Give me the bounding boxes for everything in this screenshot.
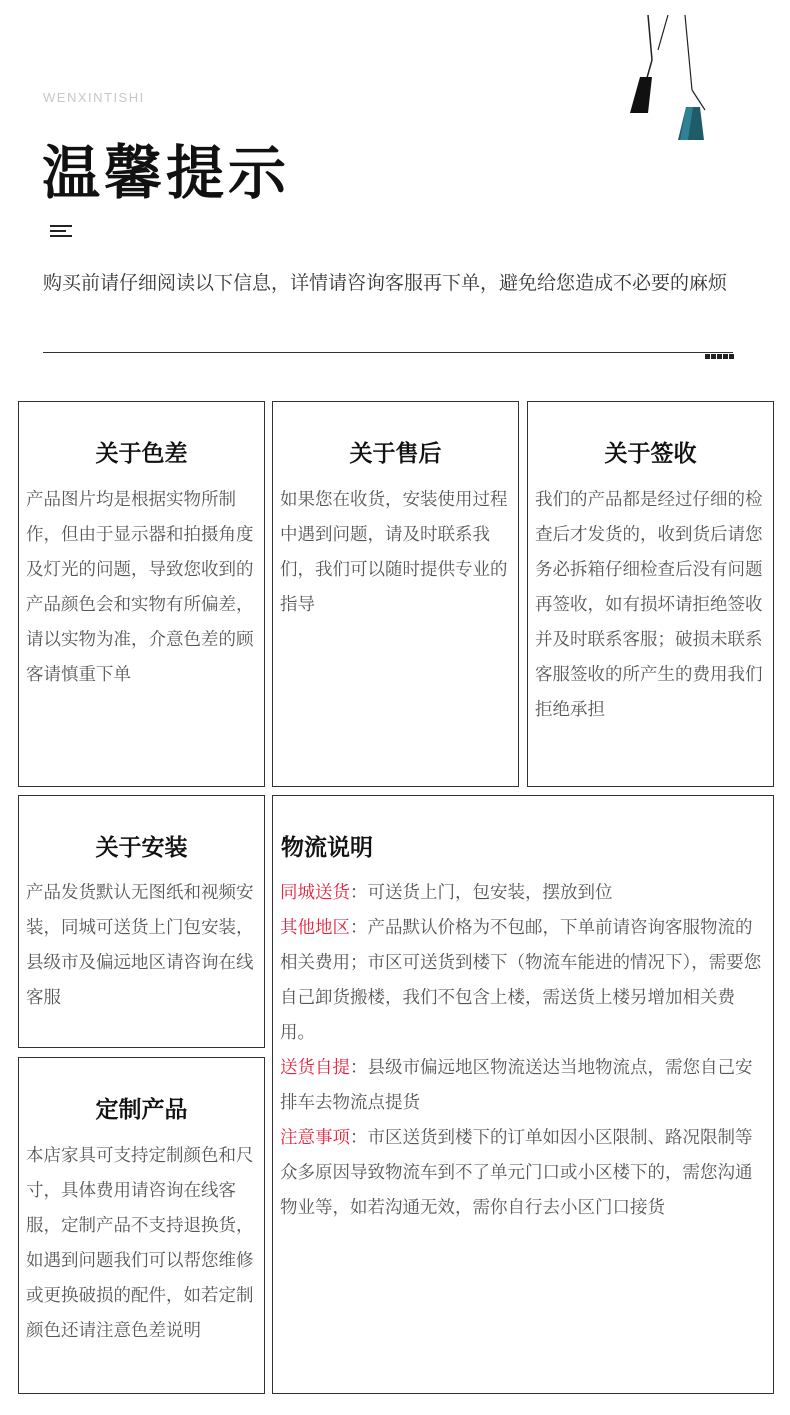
logistics-label-other: 其他地区 — [280, 918, 350, 938]
logistics-body — [280, 876, 767, 1226]
box-body: 产品图片均是根据实物所制作，但由于显示器和拍摄角度及灯光的问题，导致您收到的产品颜色会和实物有所偏差，请以实物为准，介意色差的顾客请慎重下单 — [26, 490, 254, 685]
logistics-text-other: ：产品默认价格为不包邮，下单前请咨询客服物流的相关费用；市区可送货到楼下（物流车能进的情况下），需要您自己卸货搬楼，我们不包含上楼，需送货上楼另增加相关费用。 — [280, 918, 762, 1043]
dots-icon — [705, 344, 735, 363]
divider-line — [43, 352, 733, 353]
box-custom-products — [18, 1057, 265, 1394]
logistics-text-notes: ：市区送货到楼下的订单如因小区限制、路况限制等众多原因导致物流车到不了单元门口或小区楼下的，需您沟通物业等，如若沟通无效，需你自行去小区门口接货 — [280, 1128, 753, 1218]
menu-lines-icon — [50, 225, 72, 239]
box-title: 物流说明 — [281, 835, 373, 861]
pendant-lamp-illustration — [600, 15, 730, 155]
box-body: 我们的产品都是经过仔细的检查后才发货的，收到货后请您务必拆箱仔细检查后没有问题再签收，如有损坏请拒绝签收并及时联系客服；破损未联系客服签收的所产生的费用我们拒绝承担 — [535, 490, 763, 720]
box-installation — [18, 795, 265, 1048]
logistics-text-local: ：可送货上门，包安装，摆放到位 — [350, 883, 613, 903]
box-after-sales — [272, 401, 519, 787]
box-title: 关于安装 — [95, 835, 188, 861]
logistics-label-local: 同城送货 — [280, 883, 350, 903]
box-body: 本店家具可支持定制颜色和尺寸，具体费用请咨询在线客服，定制产品不支持退换货，如遇到问题我们可以帮您维修或更换破损的配件，如若定制颜色还请注意色差说明 — [26, 1146, 254, 1341]
box-body: 产品发货默认无图纸和视频安装，同城可送货上门包安装，县级市及偏远地区请咨询在线客服 — [26, 883, 254, 1008]
box-title: 关于色差 — [95, 441, 188, 467]
box-receipt — [527, 401, 774, 787]
box-title: 关于售后 — [349, 441, 442, 467]
box-body: 如果您在收货，安装使用过程中遇到问题，请及时联系我们，我们可以随时提供专业的指导 — [280, 490, 508, 615]
intro-text: 购买前请仔细阅读以下信息，详情请咨询客服再下单，避免给您造成不必要的麻烦 — [43, 272, 728, 294]
page-title: 温馨提示 — [42, 139, 291, 207]
logistics-label-pickup: 送货自提 — [280, 1058, 350, 1078]
box-logistics — [272, 795, 774, 1394]
box-title: 关于签收 — [604, 441, 697, 467]
box-title: 定制产品 — [95, 1097, 188, 1123]
box-color-difference — [18, 401, 265, 787]
header-subtitle: WENXINTISHI — [43, 90, 145, 105]
logistics-label-notes: 注意事项 — [280, 1128, 350, 1148]
logistics-text-pickup: ：县级市偏远地区物流送达当地物流点，需您自己安排车去物流点提货 — [280, 1058, 753, 1113]
